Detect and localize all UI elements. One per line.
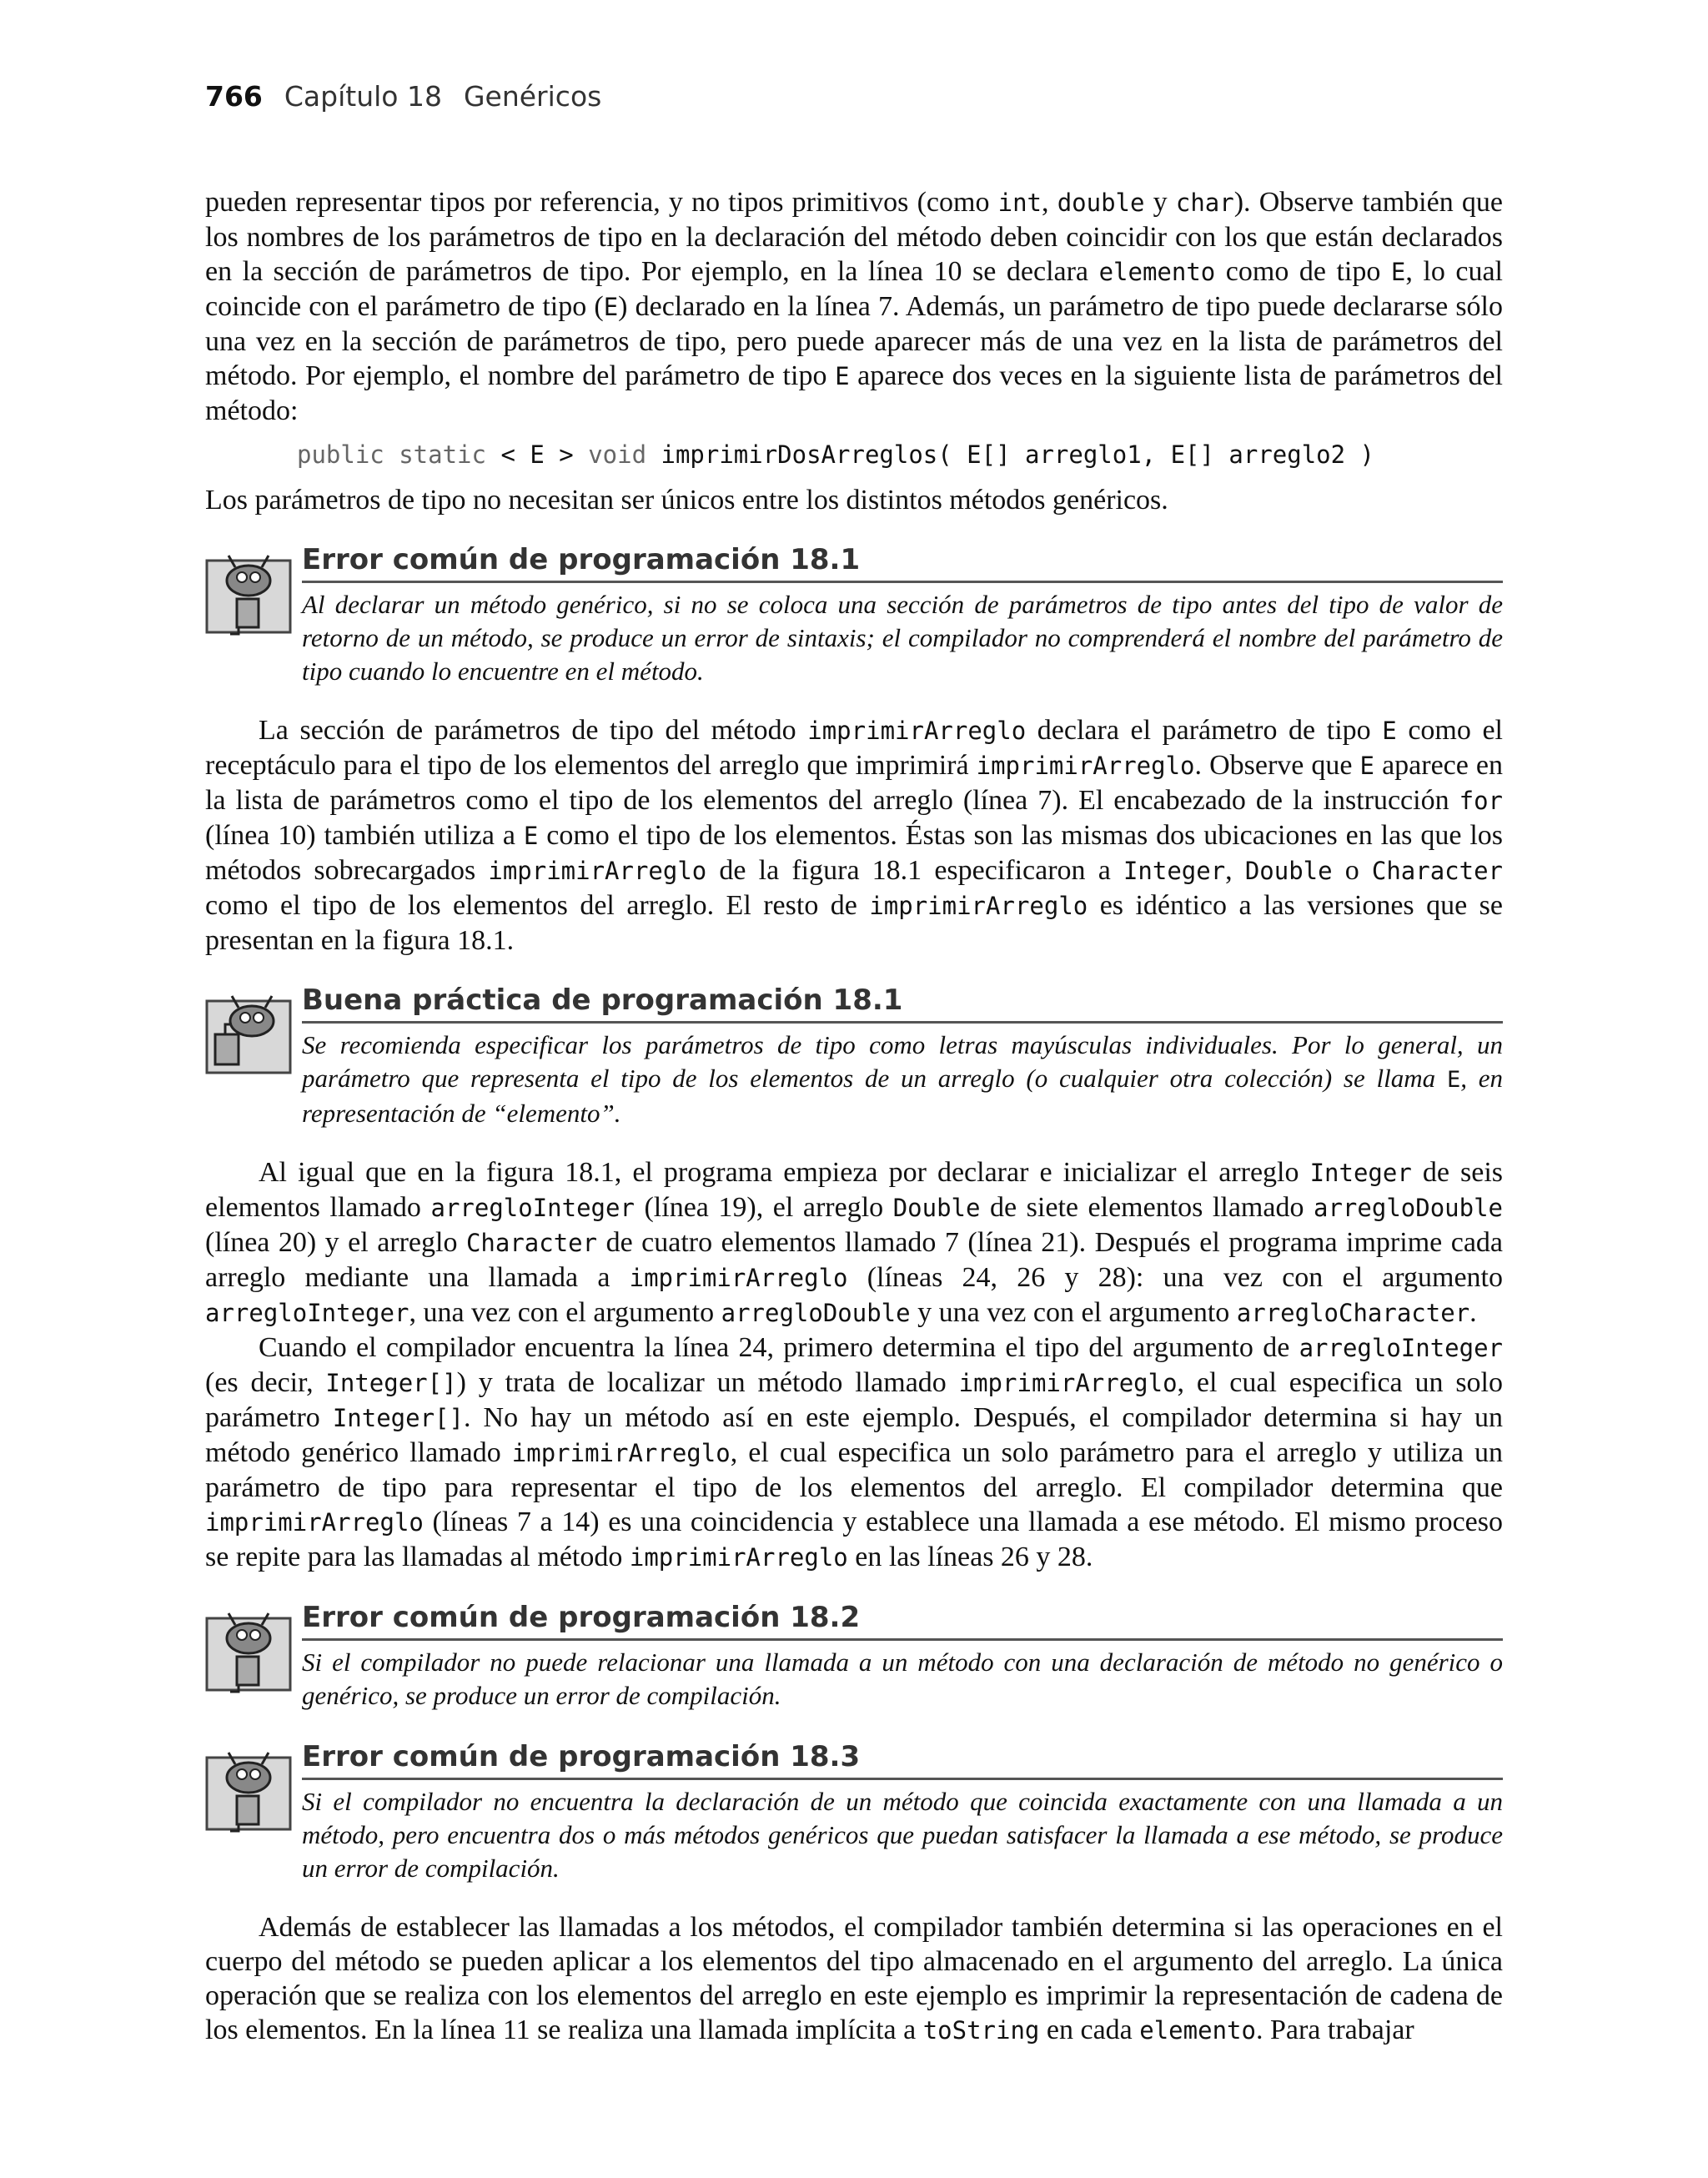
- paragraph-4: Al igual que en la figura 18.1, el programa empieza por declarar e inicializar el arreglo Integer de seis elementos llamado arregloInteger (línea 19), el arreglo Double de siete elementos llamado arregloDouble (línea 20) y el arreglo Character de cuatro elementos llamado 7 (línea 21). Después el programa imprime cada arreglo mediante una llamada a imprimirArreglo (líneas 24, 26 y 28): una vez con el argumento arregloInteger, una vez con el argumento arregloDouble y una vez con el argumento arregloCharacter.: [205, 1157, 1503, 1328]
- tip-error-18-3: [205, 1738, 1503, 1885]
- tip-rule: [302, 1638, 1503, 1641]
- bug-thumbs-down-icon: [205, 552, 292, 636]
- tip-title: Error común de programación 18.1: [302, 543, 861, 576]
- page-body: [205, 185, 1503, 2048]
- tip-title: Error común de programación 18.2: [302, 1601, 861, 1634]
- tip-text: Si el compilador no encuentra la declaración de un método que coincida exactamente con una llamada a un método, pero encuentra dos o más métodos genéricos que puedan satisfacer la llamada a ese método, se produce un error de compilación.: [302, 1787, 1503, 1883]
- tip-text: Se recomienda especificar los parámetros de tipo como letras mayúsculas individuales. Por lo general, un parámetro que representa el tipo de los elementos de un arreglo (o cualquier otra colección) se llama E, en representación de “elemento”.: [302, 1030, 1503, 1128]
- tip-good-practice-18-1: [205, 981, 1503, 1130]
- paragraph-3: La sección de parámetros de tipo del método imprimirArreglo declara el parámetro de tipo E como el receptáculo para el tipo de los elementos del arreglo que imprimirá imprimirArreglo. Observe que E aparece en la lista de parámetros como el tipo de los elementos del arreglo (línea 7). El encabezado de la instrucción for (línea 10) también utiliza a E como el tipo de los elementos. Éstas son las mismas dos ubicaciones en las que los métodos sobrecargados imprimirArreglo de la figura 18.1 especificaron a Integer, Double o Character como el tipo de los elementos del arreglo. El resto de imprimirArreglo es idéntico a las versiones que se presentan en la figura 18.1.: [205, 715, 1504, 956]
- bug-thumbs-up-icon: [205, 993, 292, 1076]
- paragraph-2: Los parámetros de tipo no necesitan ser únicos entre los distintos métodos genéricos.: [205, 485, 1168, 516]
- tip-text: Al declarar un método genérico, si no se coloca una sección de parámetros de tipo antes del tipo de valor de retorno de un método, se produce un error de sintaxis; el compilador no comprenderá el nombre del parámetro de tipo cuando lo encuentre en el método.: [302, 590, 1503, 686]
- tip-error-18-1: [205, 541, 1503, 688]
- paragraph-1: pueden representar tipos por referencia, y no tipos primitivos (como int, double y char). Observe también que los nombres de los parámetros de tipo en la declaración del método deben coincidir con los que están declarados en la sección de parámetros de tipo. Por ejemplo, en la línea 10 se declara elemento como de tipo E, lo cual coincide con el parámetro de tipo (E) declarado en la línea 7. Además, un parámetro de tipo puede declararse sólo una vez en la sección de parámetros de tipo, pero puede aparecer más de una vez en la lista de parámetros del método. Por ejemplo, el nombre del parámetro de tipo E aparece dos veces en la siguiente lista de parámetros del método:: [205, 187, 1503, 426]
- tip-title: Error común de programación 18.3: [302, 1740, 861, 1773]
- chapter-title: Genéricos: [463, 80, 602, 113]
- bug-thumbs-down-icon: [205, 1610, 292, 1693]
- tip-text: Si el compilador no puede relacionar una llamada a un método con una declaración de método no genérico o genérico, se produce un error de compilación.: [302, 1647, 1503, 1710]
- tip-rule: [302, 1778, 1503, 1780]
- page-number: 766: [205, 80, 263, 113]
- tip-error-18-2: [205, 1598, 1503, 1713]
- code-example: public static < E > void imprimirDosArreglos( E[] arreglo1, E[] arreglo2 ): [297, 440, 1375, 469]
- chapter-label: Capítulo 18: [284, 80, 442, 113]
- tip-title: Buena práctica de programación 18.1: [302, 983, 903, 1017]
- tip-rule: [302, 1021, 1503, 1024]
- paragraph-5: Cuando el compilador encuentra la línea 24, primero determina el tipo del argumento de arregloInteger (es decir, Integer[]) y trata de localizar un método llamado imprimirArreglo, el cual especifica un solo parámetro Integer[]. No hay un método así en este ejemplo. Después, el compilador determina si hay un método genérico llamado imprimirArreglo, el cual especifica un solo parámetro para el arreglo y utiliza un parámetro de tipo para representar el tipo de los elementos del arreglo. El compilador determina que imprimirArreglo (líneas 7 a 14) es una coincidencia y establece una llamada a ese método. El mismo proceso se repite para las llamadas al método imprimirArreglo en las líneas 26 y 28.: [205, 1332, 1503, 1572]
- running-header: [205, 80, 601, 113]
- bug-thumbs-down-icon: [205, 1749, 292, 1833]
- tip-rule: [302, 581, 1503, 583]
- paragraph-6: Además de establecer las llamadas a los métodos, el compilador también determina si las operaciones en el cuerpo del método se pueden aplicar a los elementos del tipo almacenado en el argumento del arreglo. La única operación que se realiza con los elementos del arreglo en este ejemplo es imprimir la representación de cadena de los elementos. En la línea 11 se realiza una llamada implícita a toString en cada elemento. Para trabajar: [205, 1912, 1503, 2045]
